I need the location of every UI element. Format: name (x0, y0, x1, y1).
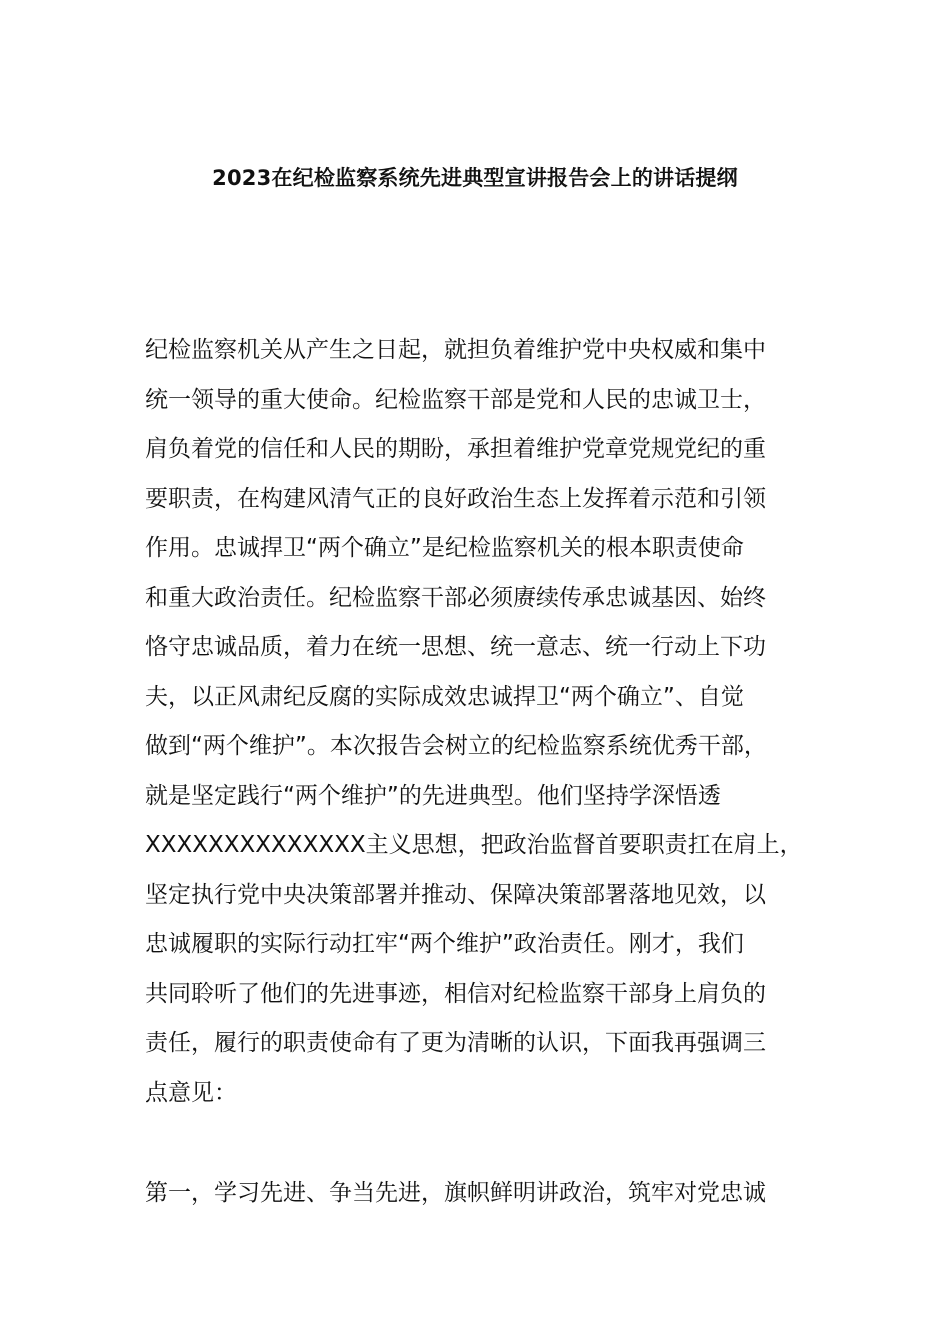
paragraph-line: 第一，学习先进、争当先进，旗帜鲜明讲政治，筑牢对党忠诚 (145, 1180, 766, 1206)
paragraph-line: 坚定执行党中央决策部署并推动、保障决策部署落地见效，以 (145, 881, 766, 908)
paragraph-line: 作用。忠诚捍卫“两个确立”是纪检监察机关的根本职责使命 (145, 535, 744, 561)
paragraph-line: 和重大政治责任。纪检监察干部必须赓续传承忠诚基因、始终 (145, 584, 766, 611)
paragraph-line: 就是坚定践行“两个维护”的先进典型。他们坚持学深悟透 (145, 782, 721, 809)
paragraph-intro (145, 326, 825, 1118)
paragraph-line: 统一领导的重大使命。纪检监察干部是党和人民的忠诚卫士， (145, 386, 766, 413)
paragraph-line: 点意见： (145, 1079, 237, 1106)
paragraph-line: 要职责，在构建风清气正的良好政治生态上发挥着示范和引领 (145, 485, 766, 512)
paragraph-line: 做到“两个维护”。本次报告会树立的纪检监察系统优秀干部， (145, 733, 767, 759)
paragraph-line: 肩负着党的信任和人民的期盼，承担着维护党章党规党纪的重 (145, 436, 766, 462)
paragraph-line: 夫，以正风肃纪反腐的实际成效忠诚捍卫“两个确立”、自觉 (145, 683, 744, 710)
document-title: 2023在纪检监察系统先进典型宣讲报告会上的讲话提纲 (212, 166, 738, 190)
paragraph-first-point (145, 1169, 825, 1219)
paragraph-line: 责任，履行的职责使命有了更为清晰的认识，下面我再强调三 (145, 1030, 766, 1056)
paragraph-line: 共同聆听了他们的先进事迹，相信对纪检监察干部身上肩负的 (145, 980, 766, 1007)
paragraph-line: 忠诚履职的实际行动扛牢“两个维护”政治责任。刚才，我们 (145, 931, 744, 957)
paragraph-line: XXXXXXXXXXXXXX主义思想，把政治监督首要职责扛在肩上， (145, 832, 803, 858)
paragraph-line: 恪守忠诚品质，着力在统一思想、统一意志、统一行动上下功 (145, 634, 766, 660)
paragraph-line: 纪检监察机关从产生之日起，就担负着维护党中央权威和集中 (145, 337, 766, 363)
